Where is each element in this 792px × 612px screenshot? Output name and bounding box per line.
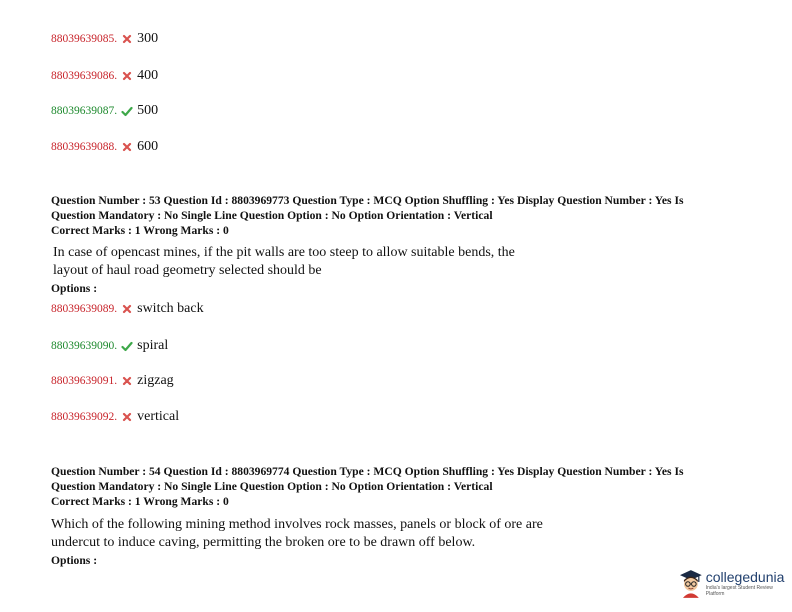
option-text: zigzag bbox=[137, 373, 174, 388]
option-row bbox=[51, 102, 158, 120]
option-text: 600 bbox=[137, 139, 159, 154]
question-53-header bbox=[51, 193, 751, 238]
cross-icon bbox=[121, 141, 133, 153]
logo-tagline: India's largest Student Review Platform bbox=[705, 584, 773, 597]
option-id: 88039639090. bbox=[51, 340, 118, 352]
cross-icon bbox=[121, 33, 133, 45]
cross-icon bbox=[121, 70, 133, 82]
option-text: spiral bbox=[137, 338, 169, 353]
option-id: 88039639086. bbox=[51, 70, 118, 82]
option-text: switch back bbox=[137, 301, 204, 316]
option-id: 88039639088. bbox=[51, 141, 118, 153]
option-text: vertical bbox=[137, 409, 180, 424]
question-meta-line: Question Number : 53 Question Id : 8803969773 Question Type : MCQ Option Shuffling : Yes Display Question Number : Yes Is bbox=[51, 194, 684, 207]
option-text: 500 bbox=[137, 103, 159, 118]
question-text-line: layout of haul road geometry selected should be bbox=[53, 263, 322, 278]
option-row bbox=[51, 337, 168, 355]
cross-icon bbox=[121, 411, 133, 423]
question-marks: Correct Marks : 1 Wrong Marks : 0 bbox=[51, 224, 229, 237]
question-54-text bbox=[51, 516, 611, 552]
cross-icon bbox=[121, 303, 133, 315]
question-text-line: In case of opencast mines, if the pit walls are too steep to allow suitable bends, the bbox=[53, 245, 515, 260]
question-meta-line: Question Number : 54 Question Id : 8803969774 Question Type : MCQ Option Shuffling : Yes Display Question Number : Yes Is bbox=[51, 465, 684, 478]
options-label: Options : bbox=[51, 282, 98, 295]
collegedunia-logo bbox=[679, 568, 792, 598]
option-row bbox=[51, 67, 158, 85]
option-id: 88039639087. bbox=[51, 105, 118, 117]
question-53-text bbox=[53, 244, 613, 280]
option-row bbox=[51, 408, 179, 426]
graduate-icon bbox=[679, 568, 703, 598]
logo-name: collegedunia bbox=[705, 568, 785, 585]
option-row bbox=[51, 300, 204, 318]
option-id: 88039639091. bbox=[51, 375, 118, 387]
option-row bbox=[51, 30, 158, 48]
options-label: Options : bbox=[51, 554, 98, 567]
question-text-line: undercut to induce caving, permitting the broken ore to be drawn off below. bbox=[51, 535, 476, 550]
option-id: 88039639092. bbox=[51, 411, 118, 423]
option-row bbox=[51, 372, 174, 390]
option-text: 400 bbox=[137, 68, 159, 83]
cross-icon bbox=[121, 375, 133, 387]
question-meta-line: Question Mandatory : No Single Line Question Option : No Option Orientation : Vertical bbox=[51, 480, 493, 493]
checkmark-icon bbox=[121, 340, 133, 352]
option-text: 300 bbox=[137, 31, 159, 46]
question-text-line: Which of the following mining method involves rock masses, panels or block of ore are bbox=[51, 517, 543, 532]
question-marks: Correct Marks : 1 Wrong Marks : 0 bbox=[51, 495, 229, 508]
option-row bbox=[51, 138, 158, 156]
checkmark-icon bbox=[121, 105, 133, 117]
question-meta-line: Question Mandatory : No Single Line Question Option : No Option Orientation : Vertical bbox=[51, 209, 493, 222]
question-54-header bbox=[51, 464, 751, 509]
option-id: 88039639089. bbox=[51, 303, 118, 315]
option-id: 88039639085. bbox=[51, 33, 118, 45]
